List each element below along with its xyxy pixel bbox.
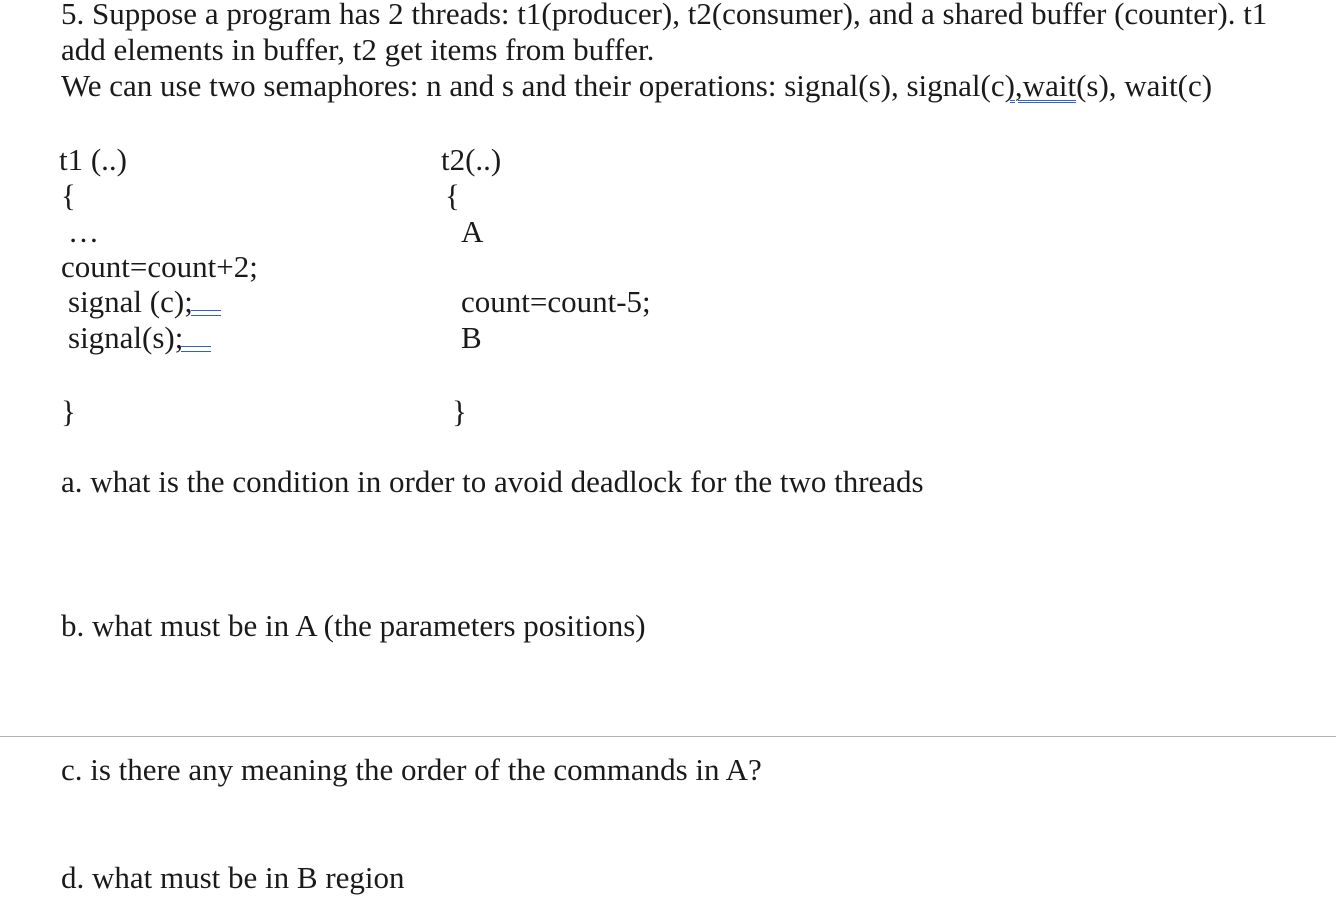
t2-header: t2(..)	[441, 142, 502, 177]
spellcheck-mark: ),wait	[1004, 68, 1077, 103]
question-line-2: add elements in buffer, t2 get items from buffer.	[61, 32, 655, 67]
question-line-3	[61, 68, 1212, 104]
t2-close-brace: }	[452, 394, 467, 429]
part-c: c. is there any meaning the order of the commands in A?	[61, 752, 762, 787]
t1-ellipsis: …	[68, 214, 99, 249]
part-d: d. what must be in B region	[61, 860, 405, 895]
page-divider	[0, 736, 1336, 737]
question-line-3-end: (s), wait(c)	[1076, 68, 1213, 103]
t2-count-statement: count=count-5;	[461, 284, 651, 319]
t1-signal-s	[68, 320, 211, 356]
t2-region-b: B	[461, 320, 482, 355]
t1-signal-c-text: signal (c);	[68, 284, 193, 319]
question-line-1: 5. Suppose a program has 2 threads: t1(producer), t2(consumer), and a shared buffer (counter). t1	[61, 0, 1268, 31]
t2-region-a: A	[461, 214, 484, 249]
t1-signal-s-text: signal(s);	[68, 320, 184, 355]
spellcheck-underline	[181, 346, 211, 352]
t1-open-brace: {	[61, 178, 76, 213]
part-b: b. what must be in A (the parameters positions)	[61, 608, 646, 643]
spellcheck-underline	[191, 310, 221, 316]
t2-open-brace: {	[445, 178, 460, 213]
t1-signal-c	[68, 284, 221, 320]
t1-count-statement: count=count+2;	[61, 249, 258, 284]
t1-header: t1 (..)	[59, 142, 128, 177]
part-a: a. what is the condition in order to avoid deadlock for the two threads	[61, 464, 924, 499]
question-line-3-start: We can use two semaphores: n and s and their operations: signal(s), signal(c	[61, 68, 1005, 103]
t1-close-brace: }	[61, 394, 76, 429]
